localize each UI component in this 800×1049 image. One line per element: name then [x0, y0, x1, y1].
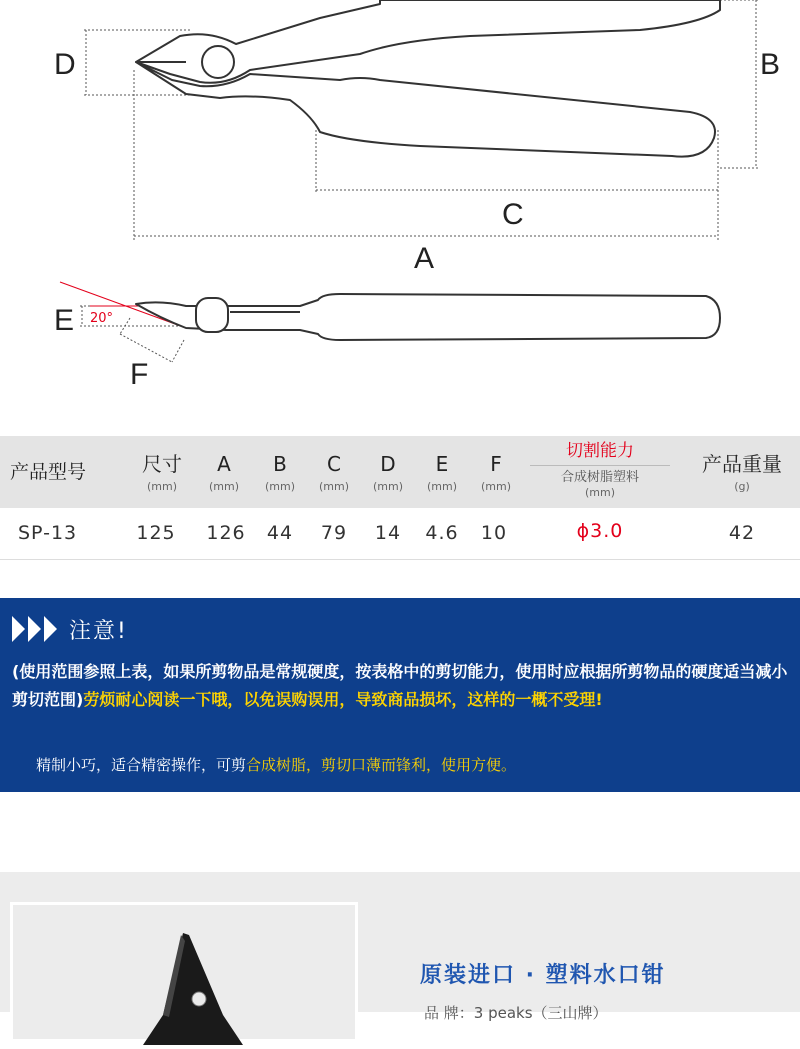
- angle-label: 20°: [90, 311, 114, 326]
- dimension-diagram: [0, 0, 800, 420]
- cell-size: 125: [136, 522, 176, 544]
- notice-body-yellow: 劳烦耐心阅读一下哦，以免误购误用，导致商品损坏，这样的一概不受理!: [83, 690, 603, 709]
- notice-foot-yellow: 合成树脂，剪切口薄而锋利，使用方便。: [246, 756, 517, 774]
- header-e: E (mm): [426, 452, 457, 493]
- dim-label-a: A: [414, 242, 435, 275]
- cell-a: 126: [206, 522, 246, 544]
- cell-c: 79: [320, 522, 348, 544]
- cell-weight: 42: [728, 522, 756, 544]
- notice-title-text: 注意!: [69, 618, 128, 644]
- cell-e: 4.6: [425, 522, 459, 544]
- brand-line: 品 牌：3 peaks（三山牌）: [424, 1004, 608, 1022]
- spec-table-header: [0, 436, 800, 508]
- header-cut-capacity: 切割能力 合成树脂塑料 (mm): [530, 440, 670, 499]
- header-model: 产品型号: [10, 461, 87, 483]
- product-section: [0, 872, 800, 1022]
- notice-foot-white: 精制小巧，适合精密操作，可剪: [36, 756, 247, 774]
- header-size: 尺寸 (mm): [142, 452, 182, 493]
- product-title: 原装进口 · 塑料水口钳: [420, 963, 666, 988]
- notice-title: [12, 612, 128, 646]
- cell-f: 10: [480, 522, 508, 544]
- cell-d: 14: [374, 522, 402, 544]
- dim-label-f: F: [130, 358, 149, 391]
- triple-arrow-icon: [12, 616, 57, 642]
- notice-body: [12, 658, 792, 714]
- spec-table: [0, 436, 800, 560]
- header-c: C (mm): [318, 452, 349, 493]
- pliers-photo-icon: [13, 905, 361, 1045]
- notice-panel: [0, 598, 800, 792]
- cell-model: SP-13: [18, 522, 78, 544]
- dim-label-c: C: [502, 198, 524, 231]
- product-photo: [10, 902, 358, 1042]
- header-weight: 产品重量 (g): [702, 452, 782, 493]
- header-b: B (mm): [264, 452, 295, 493]
- notice-footnote: [36, 754, 516, 775]
- cell-b: 44: [266, 522, 294, 544]
- dim-label-e: E: [54, 304, 75, 337]
- header-a: A (mm): [208, 452, 239, 493]
- cell-cut-capacity: ϕ3.0: [576, 520, 624, 542]
- header-d: D (mm): [372, 452, 403, 493]
- header-f: F (mm): [480, 452, 511, 493]
- dim-label-b: B: [760, 48, 781, 81]
- notice-body-white: (使用范围参照上表，如果所剪物品是常规硬度，按表格中的剪切能力，使用时应根据所剪物品的硬度适当减小剪切范围): [12, 662, 788, 709]
- dim-label-d: D: [54, 48, 76, 81]
- table-row: [0, 508, 800, 560]
